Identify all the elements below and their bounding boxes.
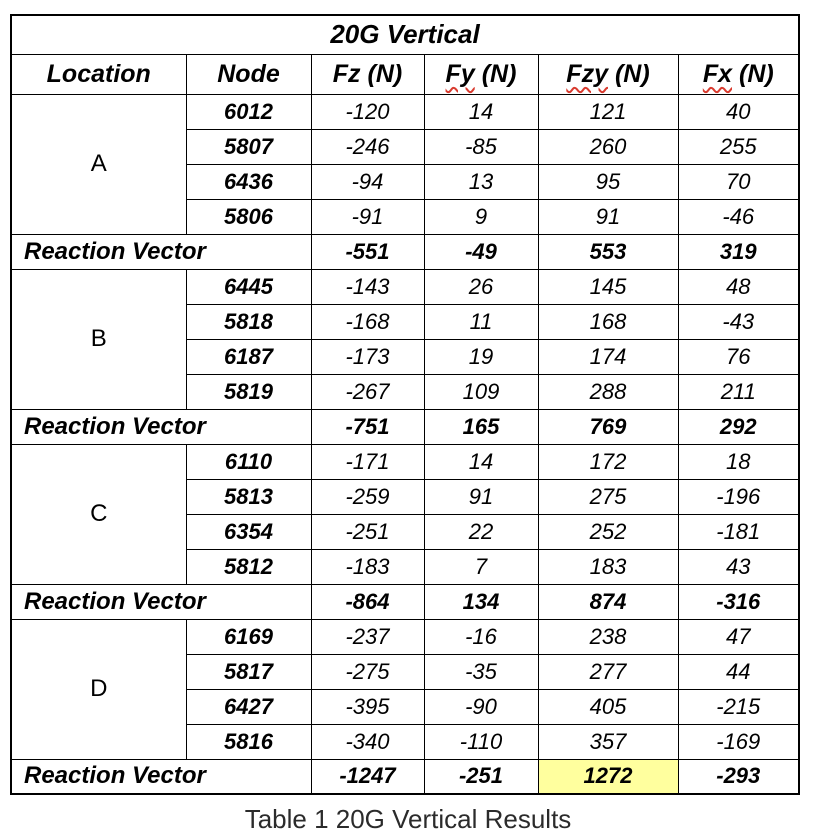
node-cell: 6169 [186,619,311,654]
fz-cell: -91 [311,199,424,234]
fx-cell: -169 [678,724,799,759]
fy-cell: 26 [424,269,538,304]
fzy-cell: 277 [538,654,678,689]
fy-cell: -35 [424,654,538,689]
node-cell: 5816 [186,724,311,759]
fz-cell: -340 [311,724,424,759]
fx-cell: -43 [678,304,799,339]
reaction-fzy-cell: 769 [538,409,678,444]
reaction-vector-label: Reaction Vector [11,584,311,619]
fz-cell: -183 [311,549,424,584]
fx-cell: 47 [678,619,799,654]
col-header-location: Location [11,54,186,94]
table-row [11,94,799,129]
col-header-fz-unit: (N) [367,59,403,88]
col-header-fzy-label: Fzy [566,59,608,88]
fzy-cell: 252 [538,514,678,549]
node-cell: 6187 [186,339,311,374]
fx-cell: 70 [678,164,799,199]
fx-cell: 48 [678,269,799,304]
fz-cell: -237 [311,619,424,654]
fx-cell: 76 [678,339,799,374]
fy-cell: 13 [424,164,538,199]
node-cell: 5818 [186,304,311,339]
reaction-fy-cell: -49 [424,234,538,269]
node-cell: 5806 [186,199,311,234]
node-cell: 6445 [186,269,311,304]
node-cell: 5813 [186,479,311,514]
fzy-cell: 95 [538,164,678,199]
col-header-fy [424,54,538,94]
fzy-cell: 172 [538,444,678,479]
fz-cell: -259 [311,479,424,514]
fy-cell: 9 [424,199,538,234]
fy-cell: 19 [424,339,538,374]
reaction-fy-cell: -251 [424,759,538,794]
fzy-cell: 238 [538,619,678,654]
fzy-cell: 357 [538,724,678,759]
fz-cell: -120 [311,94,424,129]
reaction-fy-cell: 165 [424,409,538,444]
fzy-cell: 91 [538,199,678,234]
fzy-cell: 183 [538,549,678,584]
fx-cell: -46 [678,199,799,234]
reaction-fzy-cell: 553 [538,234,678,269]
fy-cell: -90 [424,689,538,724]
reaction-fz-cell: -1247 [311,759,424,794]
reaction-vector-row [11,234,799,269]
fz-cell: -171 [311,444,424,479]
fy-cell: -85 [424,129,538,164]
fz-cell: -168 [311,304,424,339]
fy-cell: -110 [424,724,538,759]
fz-cell: -246 [311,129,424,164]
reaction-fz-cell: -751 [311,409,424,444]
fx-cell: 255 [678,129,799,164]
fx-cell: -181 [678,514,799,549]
reaction-fx-cell: 319 [678,234,799,269]
col-header-fzy-unit: (N) [614,59,650,88]
location-cell-a: A [11,94,186,234]
header-row [11,54,799,94]
fy-cell: 22 [424,514,538,549]
fz-cell: -275 [311,654,424,689]
fzy-cell: 145 [538,269,678,304]
table-row [11,269,799,304]
fy-cell: 7 [424,549,538,584]
col-header-fx [678,54,799,94]
fzy-cell: 168 [538,304,678,339]
col-header-fy-unit: (N) [481,59,517,88]
col-header-fz-label: Fz [332,59,361,88]
col-header-fx-label: Fx [702,59,732,88]
reaction-fy-cell: 134 [424,584,538,619]
fz-cell: -173 [311,339,424,374]
fy-cell: 14 [424,94,538,129]
node-cell: 5807 [186,129,311,164]
fx-cell: 211 [678,374,799,409]
fz-cell: -395 [311,689,424,724]
fzy-cell: 260 [538,129,678,164]
reaction-fx-cell: 292 [678,409,799,444]
fzy-cell: 121 [538,94,678,129]
reaction-vector-label: Reaction Vector [11,409,311,444]
fzy-cell: 174 [538,339,678,374]
node-cell: 5817 [186,654,311,689]
reaction-vector-row [11,759,799,794]
col-header-fz [311,54,424,94]
node-cell: 6436 [186,164,311,199]
fx-cell: -215 [678,689,799,724]
table-title: 20G Vertical [11,15,799,54]
fz-cell: -267 [311,374,424,409]
fx-cell: 44 [678,654,799,689]
table-row [11,444,799,479]
highlighted-cell: 1272 [538,759,678,794]
fz-cell: -251 [311,514,424,549]
col-header-node: Node [186,54,311,94]
reaction-vector-row [11,584,799,619]
location-cell-c: C [11,444,186,584]
fzy-cell: 275 [538,479,678,514]
reaction-vector-label: Reaction Vector [11,759,311,794]
title-row [11,15,799,54]
reaction-fz-cell: -551 [311,234,424,269]
fy-cell: 14 [424,444,538,479]
fx-cell: 43 [678,549,799,584]
table-row [11,619,799,654]
fz-cell: -143 [311,269,424,304]
location-cell-b: B [11,269,186,409]
node-cell: 5819 [186,374,311,409]
reaction-fx-cell: -316 [678,584,799,619]
node-cell: 6354 [186,514,311,549]
fy-cell: 11 [424,304,538,339]
fzy-cell: 288 [538,374,678,409]
results-table [10,14,800,795]
reaction-fx-cell: -293 [678,759,799,794]
fy-cell: 91 [424,479,538,514]
node-cell: 6427 [186,689,311,724]
fx-cell: 18 [678,444,799,479]
reaction-vector-row [11,409,799,444]
table-caption: Table 1 20G Vertical Results [244,804,572,834]
node-cell: 5812 [186,549,311,584]
col-header-fy-label: Fy [445,59,475,88]
col-header-fzy [538,54,678,94]
fz-cell: -94 [311,164,424,199]
fy-cell: -16 [424,619,538,654]
fzy-cell: 405 [538,689,678,724]
reaction-fz-cell: -864 [311,584,424,619]
col-header-fx-unit: (N) [739,59,774,88]
node-cell: 6110 [186,444,311,479]
node-cell: 6012 [186,94,311,129]
fx-cell: -196 [678,479,799,514]
fy-cell: 109 [424,374,538,409]
reaction-vector-label: Reaction Vector [11,234,311,269]
fx-cell: 40 [678,94,799,129]
reaction-fzy-cell: 874 [538,584,678,619]
location-cell-d: D [11,619,186,759]
